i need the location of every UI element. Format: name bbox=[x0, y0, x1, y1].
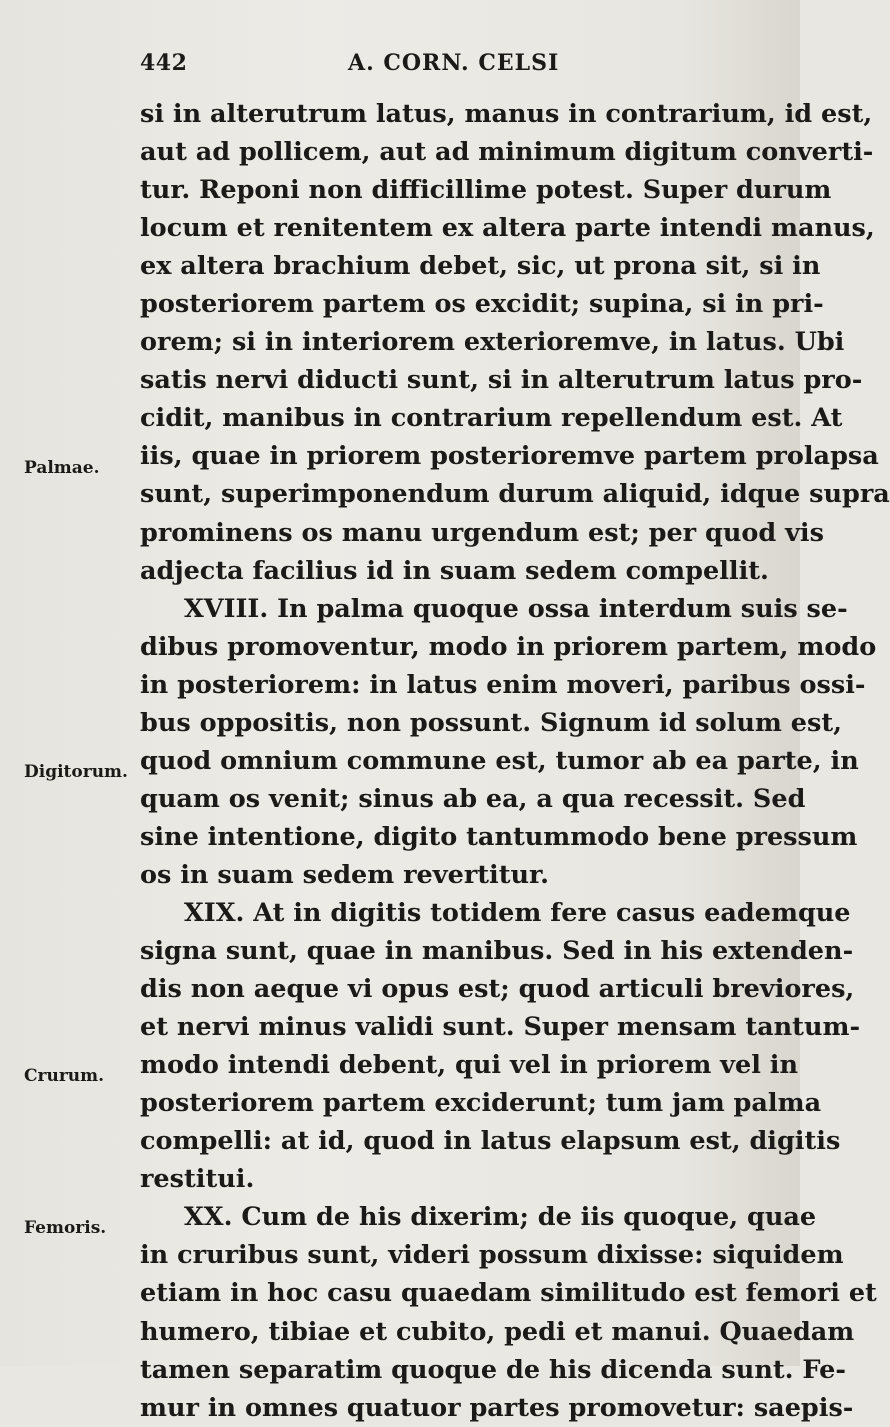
margin-note-crurum: Crurum. bbox=[24, 1066, 105, 1086]
text-line: in posteriorem: in latus enim moveri, paribus ossi- bbox=[140, 669, 866, 700]
page-header bbox=[140, 50, 760, 90]
text-line: prominens os manu urgendum est; per quod vis bbox=[140, 517, 824, 548]
text-line: locum et renitentem ex altera parte intendi manus, bbox=[140, 213, 875, 244]
running-title: A. CORN. CELSI bbox=[348, 50, 560, 76]
margin-note-digitorum: Digitorum. bbox=[24, 762, 128, 782]
text-line: bus oppositis, non possunt. Signum id solum est, bbox=[140, 707, 842, 738]
text-line: tamen separatim quoque de his dicenda sunt. Fe- bbox=[140, 1354, 846, 1385]
text-line: humero, tibiae et cubito, pedi et manui. Quaedam bbox=[140, 1316, 855, 1347]
section-heading-line: XX. Cum de his dixerim; de iis quoque, quae bbox=[184, 1202, 817, 1233]
text-line: et nervi minus validi sunt. Super mensam tantum- bbox=[140, 1012, 861, 1043]
text-line: posteriorem partem os excidit; supina, si in pri- bbox=[140, 289, 824, 320]
text-line: tur. Reponi non difficillime potest. Super durum bbox=[140, 175, 832, 206]
text-line: sunt, superimponendum durum aliquid, idque supra bbox=[140, 479, 890, 510]
text-line: dis non aeque vi opus est; quod articuli breviores, bbox=[140, 974, 855, 1005]
section-heading-line: XVIII. In palma quoque ossa interdum suis se- bbox=[184, 593, 848, 624]
body-text bbox=[140, 95, 890, 1427]
text-line: satis nervi diducti sunt, si in alterutrum latus pro- bbox=[140, 365, 863, 396]
text-line: iis, quae in priorem posterioremve partem prolapsa bbox=[140, 441, 879, 472]
text-line: os in suam sedem revertitur. bbox=[140, 859, 550, 890]
text-line: posteriorem partem exciderunt; tum jam palma bbox=[140, 1088, 822, 1119]
text-line: sine intentione, digito tantummodo bene pressum bbox=[140, 821, 858, 852]
text-line: etiam in hoc casu quaedam similitudo est femori et bbox=[140, 1278, 877, 1309]
text-line: modo intendi debent, qui vel in priorem vel in bbox=[140, 1050, 799, 1081]
section-heading-line: XIX. At in digitis totidem fere casus eademque bbox=[184, 897, 851, 928]
text-line: adjecta facilius id in suam sedem compellit. bbox=[140, 555, 769, 586]
text-line: dibus promoventur, modo in priorem partem, modo bbox=[140, 631, 877, 662]
text-line: ex altera brachium debet, sic, ut prona sit, si in bbox=[140, 251, 821, 282]
page-number: 442 bbox=[140, 50, 188, 76]
text-line: in cruribus sunt, videri possum dixisse: siquidem bbox=[140, 1240, 844, 1271]
text-line: quam os venit; sinus ab ea, a qua recessit. Sed bbox=[140, 783, 806, 814]
text-line: aut ad pollicem, aut ad minimum digitum converti- bbox=[140, 137, 874, 168]
text-line: orem; si in interiorem exterioremve, in latus. Ubi bbox=[140, 327, 845, 358]
text-line: mur in omnes quatuor partes promovetur: saepis- bbox=[140, 1392, 854, 1423]
text-line: cidit, manibus in contrarium repellendum est. At bbox=[140, 403, 843, 434]
text-line: restitui. bbox=[140, 1164, 255, 1195]
text-line: compelli: at id, quod in latus elapsum est, digitis bbox=[140, 1126, 841, 1157]
text-line: si in alterutrum latus, manus in contrarium, id est, bbox=[140, 99, 873, 129]
margin-note-femoris: Femoris. bbox=[24, 1218, 107, 1238]
margin-note-palmae: Palmae. bbox=[24, 458, 100, 478]
text-line: signa sunt, quae in manibus. Sed in his extenden- bbox=[140, 936, 854, 967]
text-line: quod omnium commune est, tumor ab ea parte, in bbox=[140, 745, 859, 776]
